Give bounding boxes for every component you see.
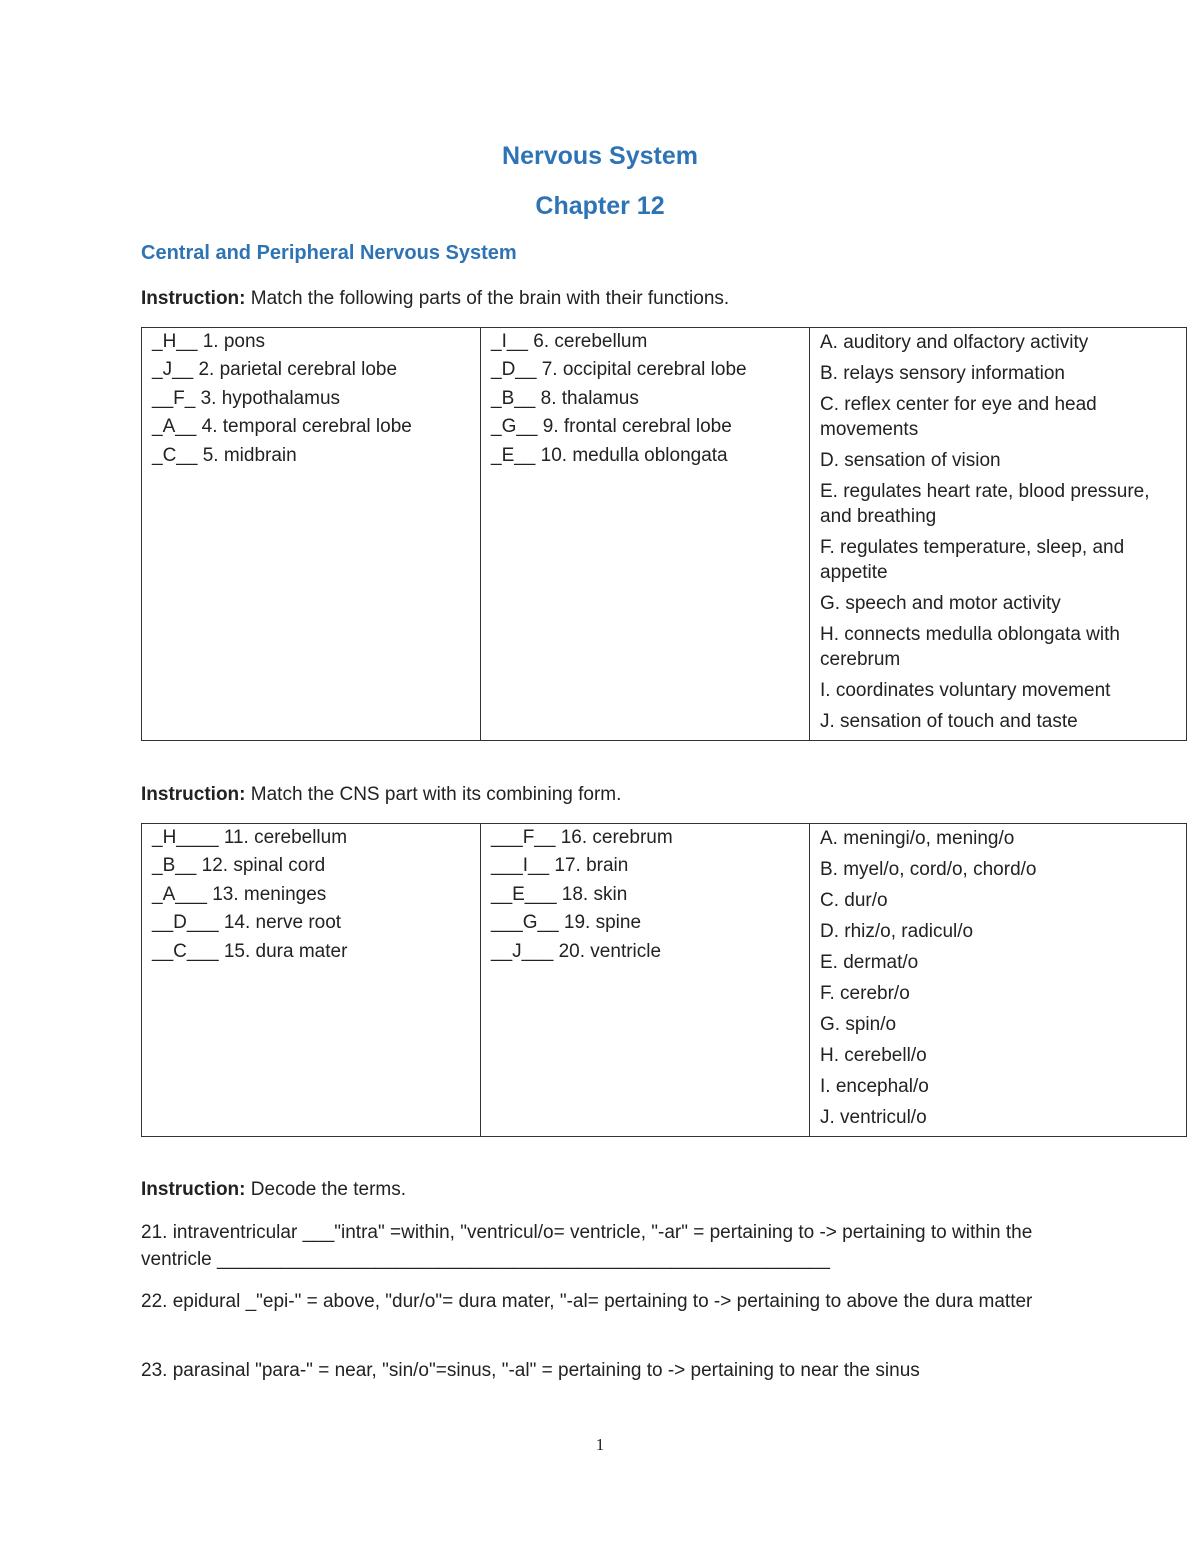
option-item: I. coordinates voluntary movement: [820, 680, 1111, 701]
instruction-match-brain: [141, 288, 729, 310]
decode-item-23: 23. parasinal "para-" = near, "sin/o"=sinus, "-al" = pertaining to -> pertaining to near the sinus: [141, 1360, 920, 1381]
instruction-text: Match the following parts of the brain with their functions.: [245, 288, 730, 309]
answer-item: _H__ 1. pons: [152, 331, 266, 352]
instruction-label: Instruction:: [141, 784, 246, 805]
answer-item: _J__ 2. parietal cerebral lobe: [152, 359, 398, 381]
section-heading: Central and Peripheral Nervous System: [141, 242, 517, 264]
answers-column-1: [142, 328, 481, 741]
option-item: F. regulates temperature, sleep, and appetite: [820, 537, 1125, 583]
instruction-decode: [141, 1179, 406, 1201]
option-item: D. sensation of vision: [820, 450, 1001, 471]
option-item: G. speech and motor activity: [820, 593, 1061, 614]
option-item: B. myel/o, cord/o, chord/o: [820, 859, 1037, 880]
option-item: D. rhiz/o, radicul/o: [820, 921, 974, 942]
option-item: A. auditory and olfactory activity: [820, 332, 1089, 353]
option-item: E. regulates heart rate, blood pressure, and breathing: [820, 481, 1150, 527]
decode-item-22: 22. epidural _"epi-" = above, "dur/o"= dura mater, "-al= pertaining to -> pertaining to above the dura matter: [141, 1291, 1033, 1312]
answer-item: _C__ 5. midbrain: [152, 444, 297, 466]
answer-item: _H____ 11. cerebellum: [152, 827, 348, 848]
answer-item: _B__ 12. spinal cord: [152, 855, 326, 877]
page-number: 1: [595, 1435, 605, 1454]
brain-functions-table: [141, 327, 1187, 741]
answers-column-2: [481, 328, 810, 741]
options-column: [810, 824, 1187, 1137]
combining-forms-table: [141, 823, 1187, 1137]
instruction-label: Instruction:: [141, 1179, 246, 1200]
option-item: J. ventricul/o: [820, 1107, 927, 1128]
answer-item: ___G__ 19. spine: [491, 912, 642, 934]
answer-item: __D___ 14. nerve root: [152, 912, 342, 934]
answer-item: _B__ 8. thalamus: [491, 387, 639, 409]
answer-item: _A___ 13. meninges: [152, 883, 327, 905]
instruction-text: Decode the terms.: [245, 1179, 407, 1200]
answer-item: _D__ 7. occipital cerebral lobe: [491, 359, 747, 381]
answer-item: _G__ 9. frontal cerebral lobe: [491, 416, 732, 438]
option-item: B. relays sensory information: [820, 363, 1065, 384]
option-item: C. dur/o: [820, 890, 888, 911]
option-item: H. cerebell/o: [820, 1045, 927, 1066]
page-title: Nervous System: [502, 142, 698, 170]
answer-item: ___I__ 17. brain: [491, 855, 629, 877]
option-item: C. reflex center for eye and head movements: [820, 394, 1097, 440]
answer-item: __E___ 18. skin: [491, 883, 628, 905]
answer-item: ___F__ 16. cerebrum: [491, 827, 673, 848]
option-item: E. dermat/o: [820, 952, 919, 973]
option-item: A. meningi/o, mening/o: [820, 828, 1015, 849]
option-item: H. connects medulla oblongata with cerebrum: [820, 624, 1120, 670]
instruction-label: Instruction:: [141, 288, 246, 309]
option-item: J. sensation of touch and taste: [820, 711, 1078, 732]
instruction-match-cns: [141, 784, 621, 806]
option-item: G. spin/o: [820, 1014, 897, 1035]
table-row: [142, 328, 1187, 741]
table-row: [142, 824, 1187, 1137]
options-column: [810, 328, 1187, 741]
answer-item: __J___ 20. ventricle: [491, 940, 662, 962]
answer-item: __F_ 3. hypothalamus: [152, 387, 341, 409]
option-item: F. cerebr/o: [820, 983, 910, 1004]
answer-item: _E__ 10. medulla oblongata: [491, 444, 728, 466]
answer-item: __C___ 15. dura mater: [152, 940, 348, 962]
instruction-text: Match the CNS part with its combining form.: [245, 784, 622, 805]
chapter-title: Chapter 12: [535, 192, 665, 220]
answer-item: _I__ 6. cerebellum: [491, 331, 648, 352]
answer-item: _A__ 4. temporal cerebral lobe: [152, 416, 412, 438]
option-item: I. encephal/o: [820, 1076, 929, 1097]
answers-column-2: [481, 824, 810, 1137]
decode-item-21: 21. intraventricular ___"intra" =within, "ventricul/o= ventricle, "-ar" = pertaining to -> pertaining to within the ventricle __________________________________________________________: [141, 1222, 1033, 1270]
answers-column-1: [142, 824, 481, 1137]
